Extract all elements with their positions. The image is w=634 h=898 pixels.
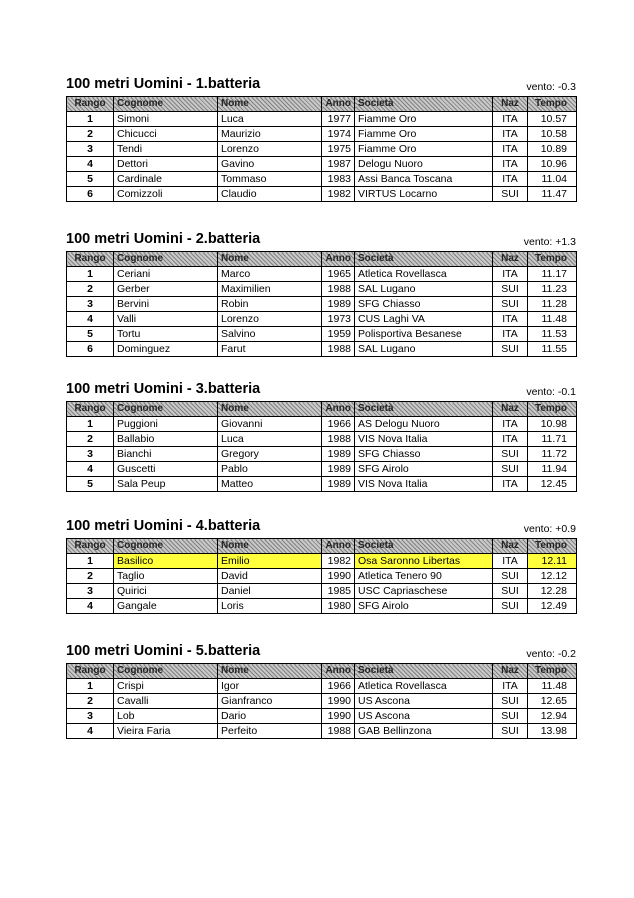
- wind-reading: vento: +1.3: [523, 236, 576, 248]
- column-header: Nome: [218, 402, 322, 417]
- cell-surname: Ballabio: [114, 432, 218, 447]
- cell-surname: Gerber: [114, 282, 218, 297]
- cell-club: SFG Chiasso: [355, 297, 493, 312]
- cell-name: Giovanni: [218, 417, 322, 432]
- cell-club: Fiamme Oro: [355, 142, 493, 157]
- cell-rank: 4: [67, 157, 114, 172]
- cell-time: 12.94: [528, 709, 577, 724]
- cell-time: 11.94: [528, 462, 577, 477]
- column-header: Rango: [67, 402, 114, 417]
- cell-nat: SUI: [493, 187, 528, 202]
- cell-club: US Ascona: [355, 709, 493, 724]
- cell-time: 12.28: [528, 584, 577, 599]
- column-header: Rango: [67, 97, 114, 112]
- cell-surname: Crispi: [114, 679, 218, 694]
- heat-title: 100 metri Uomini - 5.batteria: [66, 643, 261, 659]
- column-header: Tempo: [528, 252, 577, 267]
- cell-surname: Simoni: [114, 112, 218, 127]
- heat-section: [66, 637, 576, 739]
- cell-year: 1988: [322, 432, 355, 447]
- cell-time: 12.11: [528, 554, 577, 569]
- cell-time: 12.65: [528, 694, 577, 709]
- cell-time: 11.48: [528, 312, 577, 327]
- cell-club: SAL Lugano: [355, 282, 493, 297]
- table-row: [67, 127, 577, 142]
- cell-time: 11.04: [528, 172, 577, 187]
- cell-nat: ITA: [493, 432, 528, 447]
- cell-time: 13.98: [528, 724, 577, 739]
- cell-name: Tommaso: [218, 172, 322, 187]
- cell-name: Maurizio: [218, 127, 322, 142]
- column-header: Naz: [493, 664, 528, 679]
- column-header: Nome: [218, 97, 322, 112]
- cell-rank: 2: [67, 432, 114, 447]
- cell-surname: Comizzoli: [114, 187, 218, 202]
- cell-name: Gianfranco: [218, 694, 322, 709]
- cell-rank: 3: [67, 297, 114, 312]
- table-header-row: [67, 664, 577, 679]
- cell-time: 11.23: [528, 282, 577, 297]
- cell-surname: Dominguez: [114, 342, 218, 357]
- cell-surname: Tendi: [114, 142, 218, 157]
- cell-surname: Puggioni: [114, 417, 218, 432]
- cell-surname: Chicucci: [114, 127, 218, 142]
- column-header: Cognome: [114, 97, 218, 112]
- column-header: Anno: [322, 252, 355, 267]
- column-header: Cognome: [114, 664, 218, 679]
- table-header-row: [67, 252, 577, 267]
- column-header: Società: [355, 402, 493, 417]
- cell-rank: 5: [67, 327, 114, 342]
- cell-name: Gregory: [218, 447, 322, 462]
- table-row: [67, 312, 577, 327]
- column-header: Anno: [322, 97, 355, 112]
- column-header: Cognome: [114, 252, 218, 267]
- table-row: [67, 187, 577, 202]
- column-header: Anno: [322, 402, 355, 417]
- column-header: Tempo: [528, 664, 577, 679]
- cell-surname: Lob: [114, 709, 218, 724]
- cell-club: USC Capriaschese: [355, 584, 493, 599]
- cell-name: Igor: [218, 679, 322, 694]
- table-header-row: [67, 402, 577, 417]
- table-row: [67, 432, 577, 447]
- cell-name: David: [218, 569, 322, 584]
- cell-rank: 3: [67, 142, 114, 157]
- cell-rank: 3: [67, 584, 114, 599]
- cell-year: 1974: [322, 127, 355, 142]
- cell-rank: 4: [67, 462, 114, 477]
- cell-rank: 4: [67, 312, 114, 327]
- cell-nat: ITA: [493, 142, 528, 157]
- cell-year: 1990: [322, 694, 355, 709]
- cell-time: 10.98: [528, 417, 577, 432]
- cell-year: 1977: [322, 112, 355, 127]
- heat-header: [66, 512, 576, 538]
- cell-nat: ITA: [493, 172, 528, 187]
- cell-year: 1988: [322, 724, 355, 739]
- table-header-row: [67, 539, 577, 554]
- heat-header: [66, 70, 576, 96]
- cell-rank: 1: [67, 417, 114, 432]
- table-row: [67, 599, 577, 614]
- cell-nat: ITA: [493, 127, 528, 142]
- table-row: [67, 157, 577, 172]
- cell-time: 10.89: [528, 142, 577, 157]
- cell-time: 11.17: [528, 267, 577, 282]
- table-row: [67, 462, 577, 477]
- cell-year: 1985: [322, 584, 355, 599]
- cell-rank: 1: [67, 267, 114, 282]
- cell-name: Claudio: [218, 187, 322, 202]
- heat-title: 100 metri Uomini - 2.batteria: [66, 231, 261, 247]
- cell-nat: SUI: [493, 694, 528, 709]
- cell-surname: Guscetti: [114, 462, 218, 477]
- table-row: [67, 724, 577, 739]
- cell-club: Fiamme Oro: [355, 112, 493, 127]
- cell-surname: Bianchi: [114, 447, 218, 462]
- cell-time: 11.28: [528, 297, 577, 312]
- column-header: Rango: [67, 252, 114, 267]
- cell-rank: 2: [67, 569, 114, 584]
- column-header: Società: [355, 97, 493, 112]
- cell-time: 12.49: [528, 599, 577, 614]
- cell-surname: Quirici: [114, 584, 218, 599]
- heat-header: [66, 225, 576, 251]
- results-table: [66, 401, 577, 492]
- heat-title: 100 metri Uomini - 4.batteria: [66, 518, 261, 534]
- cell-club: Atletica Rovellasca: [355, 267, 493, 282]
- wind-reading: vento: -0.2: [526, 648, 576, 660]
- cell-rank: 1: [67, 554, 114, 569]
- table-row: [67, 172, 577, 187]
- cell-year: 1990: [322, 569, 355, 584]
- cell-year: 1975: [322, 142, 355, 157]
- column-header: Rango: [67, 664, 114, 679]
- cell-time: 12.45: [528, 477, 577, 492]
- cell-club: SFG Chiasso: [355, 447, 493, 462]
- cell-name: Luca: [218, 432, 322, 447]
- cell-name: Lorenzo: [218, 142, 322, 157]
- cell-rank: 2: [67, 694, 114, 709]
- cell-club: SFG Airolo: [355, 599, 493, 614]
- cell-name: Daniel: [218, 584, 322, 599]
- cell-nat: ITA: [493, 554, 528, 569]
- cell-time: 10.57: [528, 112, 577, 127]
- cell-surname: Sala Peup: [114, 477, 218, 492]
- cell-rank: 6: [67, 342, 114, 357]
- cell-surname: Basilico: [114, 554, 218, 569]
- cell-year: 1965: [322, 267, 355, 282]
- cell-surname: Gangale: [114, 599, 218, 614]
- column-header: Rango: [67, 539, 114, 554]
- cell-nat: SUI: [493, 724, 528, 739]
- cell-club: GAB Bellinzona: [355, 724, 493, 739]
- cell-year: 1990: [322, 709, 355, 724]
- table-row: [67, 709, 577, 724]
- table-row: [67, 584, 577, 599]
- cell-name: Loris: [218, 599, 322, 614]
- table-row: [67, 297, 577, 312]
- heat-section: [66, 225, 576, 357]
- column-header: Naz: [493, 252, 528, 267]
- cell-nat: SUI: [493, 599, 528, 614]
- column-header: Nome: [218, 539, 322, 554]
- results-table: [66, 251, 577, 357]
- heat-title: 100 metri Uomini - 3.batteria: [66, 381, 261, 397]
- wind-reading: vento: -0.3: [526, 81, 576, 93]
- heat-header: [66, 375, 576, 401]
- cell-surname: Valli: [114, 312, 218, 327]
- column-header: Società: [355, 664, 493, 679]
- column-header: Società: [355, 252, 493, 267]
- cell-rank: 2: [67, 282, 114, 297]
- cell-surname: Tortu: [114, 327, 218, 342]
- cell-club: VIS Nova Italia: [355, 432, 493, 447]
- table-row: [67, 342, 577, 357]
- table-row: [67, 569, 577, 584]
- cell-nat: ITA: [493, 679, 528, 694]
- cell-surname: Cardinale: [114, 172, 218, 187]
- cell-nat: SUI: [493, 282, 528, 297]
- column-header: Società: [355, 539, 493, 554]
- cell-nat: SUI: [493, 584, 528, 599]
- cell-club: Osa Saronno Libertas: [355, 554, 493, 569]
- column-header: Nome: [218, 664, 322, 679]
- column-header: Naz: [493, 97, 528, 112]
- cell-name: Luca: [218, 112, 322, 127]
- cell-name: Marco: [218, 267, 322, 282]
- cell-name: Perfeito: [218, 724, 322, 739]
- cell-year: 1988: [322, 342, 355, 357]
- cell-club: SFG Airolo: [355, 462, 493, 477]
- cell-club: SAL Lugano: [355, 342, 493, 357]
- cell-year: 1989: [322, 462, 355, 477]
- cell-rank: 3: [67, 447, 114, 462]
- cell-rank: 3: [67, 709, 114, 724]
- cell-year: 1989: [322, 297, 355, 312]
- cell-nat: SUI: [493, 462, 528, 477]
- cell-rank: 4: [67, 599, 114, 614]
- cell-time: 12.12: [528, 569, 577, 584]
- column-header: Cognome: [114, 402, 218, 417]
- heat-title: 100 metri Uomini - 1.batteria: [66, 76, 261, 92]
- column-header: Anno: [322, 664, 355, 679]
- cell-time: 11.55: [528, 342, 577, 357]
- cell-club: Polisportiva Besanese: [355, 327, 493, 342]
- cell-nat: SUI: [493, 297, 528, 312]
- table-row: [67, 679, 577, 694]
- cell-nat: ITA: [493, 157, 528, 172]
- cell-nat: ITA: [493, 477, 528, 492]
- cell-club: Atletica Tenero 90: [355, 569, 493, 584]
- cell-name: Farut: [218, 342, 322, 357]
- cell-time: 10.58: [528, 127, 577, 142]
- cell-year: 1982: [322, 187, 355, 202]
- cell-name: Pablo: [218, 462, 322, 477]
- cell-surname: Vieira Faria: [114, 724, 218, 739]
- table-row: [67, 327, 577, 342]
- cell-club: VIS Nova Italia: [355, 477, 493, 492]
- cell-year: 1959: [322, 327, 355, 342]
- cell-nat: SUI: [493, 342, 528, 357]
- table-row: [67, 554, 577, 569]
- table-header-row: [67, 97, 577, 112]
- cell-nat: ITA: [493, 112, 528, 127]
- cell-nat: SUI: [493, 447, 528, 462]
- cell-year: 1980: [322, 599, 355, 614]
- cell-name: Lorenzo: [218, 312, 322, 327]
- cell-year: 1988: [322, 282, 355, 297]
- cell-surname: Taglio: [114, 569, 218, 584]
- table-row: [67, 417, 577, 432]
- cell-name: Dario: [218, 709, 322, 724]
- cell-year: 1983: [322, 172, 355, 187]
- cell-name: Emilio: [218, 554, 322, 569]
- table-row: [67, 112, 577, 127]
- column-header: Tempo: [528, 402, 577, 417]
- cell-rank: 1: [67, 679, 114, 694]
- cell-rank: 2: [67, 127, 114, 142]
- cell-time: 11.47: [528, 187, 577, 202]
- cell-year: 1982: [322, 554, 355, 569]
- results-table: [66, 663, 577, 739]
- table-row: [67, 142, 577, 157]
- cell-nat: SUI: [493, 569, 528, 584]
- cell-time: 10.96: [528, 157, 577, 172]
- cell-surname: Dettori: [114, 157, 218, 172]
- heat-header: [66, 637, 576, 663]
- table-row: [67, 447, 577, 462]
- cell-rank: 4: [67, 724, 114, 739]
- column-header: Cognome: [114, 539, 218, 554]
- cell-nat: SUI: [493, 709, 528, 724]
- cell-club: Fiamme Oro: [355, 127, 493, 142]
- cell-rank: 1: [67, 112, 114, 127]
- cell-year: 1989: [322, 477, 355, 492]
- cell-club: Delogu Nuoro: [355, 157, 493, 172]
- column-header: Nome: [218, 252, 322, 267]
- column-header: Naz: [493, 539, 528, 554]
- cell-time: 11.53: [528, 327, 577, 342]
- cell-time: 11.48: [528, 679, 577, 694]
- cell-name: Robin: [218, 297, 322, 312]
- column-header: Tempo: [528, 539, 577, 554]
- heat-section: [66, 512, 576, 614]
- cell-surname: Ceriani: [114, 267, 218, 282]
- column-header: Anno: [322, 539, 355, 554]
- cell-name: Matteo: [218, 477, 322, 492]
- results-table: [66, 538, 577, 614]
- cell-club: AS Delogu Nuoro: [355, 417, 493, 432]
- wind-reading: vento: -0.1: [526, 386, 576, 398]
- cell-name: Maximilien: [218, 282, 322, 297]
- results-table: [66, 96, 577, 202]
- cell-year: 1987: [322, 157, 355, 172]
- cell-rank: 5: [67, 477, 114, 492]
- cell-name: Gavino: [218, 157, 322, 172]
- cell-club: Assi Banca Toscana: [355, 172, 493, 187]
- cell-time: 11.71: [528, 432, 577, 447]
- cell-nat: ITA: [493, 267, 528, 282]
- cell-rank: 5: [67, 172, 114, 187]
- cell-nat: ITA: [493, 327, 528, 342]
- cell-nat: ITA: [493, 417, 528, 432]
- cell-year: 1973: [322, 312, 355, 327]
- cell-nat: ITA: [493, 312, 528, 327]
- cell-year: 1966: [322, 679, 355, 694]
- table-row: [67, 694, 577, 709]
- table-row: [67, 477, 577, 492]
- cell-time: 11.72: [528, 447, 577, 462]
- cell-club: US Ascona: [355, 694, 493, 709]
- cell-year: 1966: [322, 417, 355, 432]
- cell-rank: 6: [67, 187, 114, 202]
- heat-section: [66, 70, 576, 202]
- cell-club: CUS Laghi VA: [355, 312, 493, 327]
- cell-surname: Cavalli: [114, 694, 218, 709]
- cell-club: Atletica Rovellasca: [355, 679, 493, 694]
- cell-surname: Bervini: [114, 297, 218, 312]
- cell-year: 1989: [322, 447, 355, 462]
- cell-name: Salvino: [218, 327, 322, 342]
- table-row: [67, 282, 577, 297]
- heat-section: [66, 375, 576, 492]
- column-header: Naz: [493, 402, 528, 417]
- cell-club: VIRTUS Locarno: [355, 187, 493, 202]
- wind-reading: vento: +0.9: [523, 523, 576, 535]
- column-header: Tempo: [528, 97, 577, 112]
- table-row: [67, 267, 577, 282]
